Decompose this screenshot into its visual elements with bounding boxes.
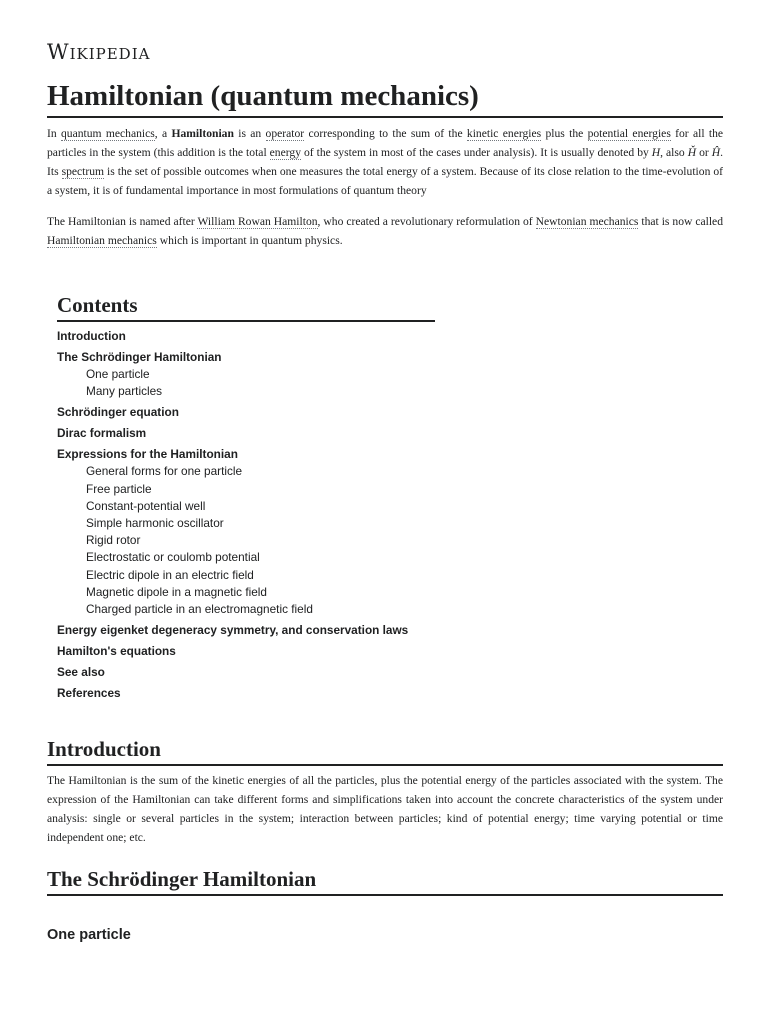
- toc-subitem[interactable]: Many particles: [86, 384, 163, 399]
- toc-item: [57, 328, 435, 345]
- lead1-text-10: . Its: [47, 146, 724, 178]
- page-title: Hamiltonian (quantum mechanics): [47, 78, 723, 118]
- link-potential-energies[interactable]: potential energies: [587, 127, 671, 140]
- toc-item: [57, 664, 435, 681]
- link-kinetic-energies[interactable]: kinetic energies: [466, 127, 542, 140]
- link-spectrum[interactable]: spectrum: [61, 165, 105, 178]
- toc-item: [57, 404, 435, 421]
- symbol-h-hat: Ĥ: [711, 146, 721, 159]
- toc-item: [57, 643, 435, 660]
- lead2-text-2: , who created a revolutionary reformulation of: [317, 215, 536, 228]
- lead-paragraph-1: [47, 124, 723, 200]
- toc-title: Contents: [57, 292, 435, 322]
- lead1-text-8: , also: [660, 146, 688, 159]
- toc-item: [57, 685, 435, 702]
- toc-subitem[interactable]: One particle: [86, 367, 150, 381]
- symbol-h-check: Ȟ: [687, 146, 697, 159]
- link-newtonian-mechanics[interactable]: Newtonian mechanics: [535, 215, 639, 228]
- link-william-rowan-hamilton[interactable]: William Rowan Hamilton: [197, 215, 318, 228]
- link-quantum-mechanics[interactable]: quantum mechanics: [60, 127, 155, 140]
- lead1-text-6: for all the particles in the system (this addition is the total: [47, 127, 724, 159]
- lead1-text-3: is an: [233, 127, 266, 140]
- lead1-text-9: or: [696, 146, 712, 159]
- link-energy[interactable]: energy: [269, 146, 301, 159]
- toc-item: [57, 622, 435, 639]
- toc-link[interactable]: Hamilton's equations: [57, 644, 176, 659]
- toc-link[interactable]: Energy eigenket degeneracy symmetry, and conservation laws: [57, 623, 409, 638]
- lead1-text-4: corresponding to the sum of the: [304, 127, 467, 140]
- toc-subitem[interactable]: Rigid rotor: [86, 533, 141, 548]
- toc-link[interactable]: The Schrödinger Hamiltonian: [57, 350, 222, 364]
- lead1-text-5: plus the: [541, 127, 588, 140]
- toc-link[interactable]: Dirac formalism: [57, 426, 147, 441]
- link-hamiltonian-mechanics[interactable]: Hamiltonian mechanics: [47, 234, 157, 247]
- toc-link[interactable]: Schrödinger equation: [57, 405, 179, 420]
- table-of-contents: [57, 292, 435, 702]
- toc-link[interactable]: References: [57, 686, 121, 701]
- toc-subitem[interactable]: Electrostatic or coulomb potential: [86, 550, 260, 565]
- toc-subitem[interactable]: General forms for one particle: [86, 464, 243, 479]
- toc-subitem[interactable]: Magnetic dipole in a magnetic field: [86, 584, 267, 599]
- lead1-text-1: In: [47, 127, 61, 140]
- link-operator[interactable]: operator: [265, 127, 305, 140]
- lead1-text-2: , a: [154, 127, 172, 140]
- toc-item: [57, 446, 435, 618]
- lead2-text-1: The Hamiltonian is named after: [47, 215, 198, 228]
- toc-list: [57, 328, 435, 702]
- lead2-text-3: that is now called: [638, 215, 723, 228]
- toc-link[interactable]: See also: [57, 665, 105, 680]
- lead2-text-4: which is important in quantum physics.: [156, 234, 343, 247]
- toc-item: [57, 349, 435, 400]
- toc-link[interactable]: Introduction: [57, 329, 126, 343]
- toc-subitem[interactable]: Constant-potential well: [86, 498, 206, 513]
- symbol-h: H: [651, 146, 661, 159]
- subsection-heading-one-particle: One particle: [47, 927, 131, 943]
- section-heading-introduction: Introduction: [47, 736, 723, 766]
- toc-subitem[interactable]: Free particle: [86, 481, 152, 496]
- toc-sublist: [57, 366, 435, 400]
- lead-paragraph-2: [47, 212, 723, 250]
- introduction-paragraph: The Hamiltonian is the sum of the kinetic energies of all the particles, plus the potential energy of the particles associated with the system. The expression of the Hamiltonian can take different forms and simplifications taken into account the concrete characteristics of the system under analysis: single or several particles in the system; interaction between particles; kind of potential energy; time varying potential or time independent one; etc.: [47, 774, 723, 844]
- toc-subitem[interactable]: Electric dipole in an electric field: [86, 567, 254, 582]
- lead1-text-7: of the system in most of the cases under analysis). It is usually denoted by: [301, 146, 652, 159]
- toc-link[interactable]: Expressions for the Hamiltonian: [57, 447, 238, 462]
- toc-item: [57, 425, 435, 442]
- bold-term-hamiltonian: Hamiltonian: [171, 127, 234, 140]
- wikipedia-wordmark[interactable]: Wikipedia: [47, 40, 151, 64]
- toc-subitem[interactable]: Charged particle in an electromagnetic field: [86, 602, 313, 617]
- section-heading-schrodinger-hamiltonian: The Schrödinger Hamiltonian: [47, 866, 723, 896]
- lead1-text-11: is the set of possible outcomes when one measures the total energy of a system. Because of its close relation to the time-evolution of a system, it is of fundamental importance in most formulations of quantum theory: [47, 165, 723, 197]
- toc-subitem[interactable]: Simple harmonic oscillator: [86, 516, 224, 531]
- toc-sublist: [57, 463, 435, 618]
